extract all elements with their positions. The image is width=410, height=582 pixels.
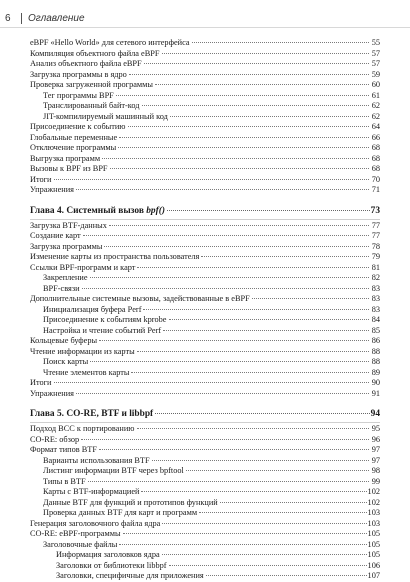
dot-leader <box>119 544 366 545</box>
toc-entry-title: Генерация заголовочного файла ядра <box>30 518 161 528</box>
toc-page-number: 68 <box>371 164 380 173</box>
toc-entry-title: Подход BCC к портированию <box>30 424 135 433</box>
toc-entry-title: CO-RE: обзор <box>30 434 80 444</box>
dot-leader <box>162 53 369 54</box>
toc-entry[interactable] <box>30 221 380 232</box>
toc-page-number: 94 <box>370 409 380 419</box>
toc-page-number: 78 <box>371 241 380 251</box>
toc-entry[interactable] <box>30 550 380 561</box>
dot-leader <box>131 372 369 373</box>
dot-leader <box>116 95 369 96</box>
running-header-title: Оглавление <box>28 13 85 24</box>
toc-chapter-title <box>30 406 154 422</box>
toc-page-number: 85 <box>371 325 380 335</box>
toc-entry[interactable] <box>30 122 380 133</box>
toc-entry[interactable] <box>30 154 380 165</box>
toc-page-number: 82 <box>371 273 380 282</box>
toc-page-number: 95 <box>371 424 380 433</box>
toc-entry-title: Анализ объектного файла eBPF <box>30 59 142 68</box>
toc-entry[interactable] <box>30 529 380 540</box>
toc-page-number: 98 <box>371 466 380 475</box>
toc-chapter-heading[interactable] <box>30 203 380 220</box>
toc-entry[interactable] <box>30 38 380 49</box>
toc-page-number: 90 <box>371 378 380 387</box>
toc-entry-title: Загрузка программы <box>30 241 103 251</box>
dot-leader <box>102 158 369 159</box>
toc-page-number: 99 <box>371 476 380 486</box>
toc-page-number: 73 <box>370 205 380 216</box>
dot-leader <box>54 382 370 383</box>
dot-leader <box>192 42 369 43</box>
toc-entry-title: Настройка и чтение событий Perf <box>43 325 162 335</box>
toc-entry-title: Загрузка BTF-данных <box>30 220 107 230</box>
toc-page-number: 71 <box>371 185 380 194</box>
toc-entry-title: Компиляция объектного файла eBPF <box>30 48 160 58</box>
toc-entry-title: Отключение программы <box>30 143 117 152</box>
toc-entry-title: Вызовы к BPF из BPF <box>30 164 108 173</box>
toc-entry[interactable] <box>30 231 380 242</box>
toc-entry[interactable] <box>30 252 380 263</box>
toc-page-number: 105 <box>367 539 380 549</box>
dot-leader <box>129 74 369 75</box>
toc-entry[interactable] <box>30 435 380 446</box>
toc-page-number: 97 <box>371 445 380 454</box>
dot-leader <box>109 225 369 226</box>
toc-entry[interactable] <box>30 466 380 477</box>
toc-page-number: 62 <box>371 101 380 110</box>
toc-entry-title: Выгрузка программ <box>30 153 101 163</box>
toc-entry-title: JIT-компилируемый машинный код <box>43 111 168 121</box>
dot-leader <box>119 137 369 138</box>
toc-page-number: 55 <box>371 38 380 47</box>
dot-leader <box>163 330 369 331</box>
toc-page-number: 60 <box>371 80 380 89</box>
toc-entry[interactable] <box>30 571 380 582</box>
toc-entry-title: Создание карт <box>30 231 81 240</box>
toc-page-number: 57 <box>371 59 380 68</box>
toc-entry[interactable] <box>30 368 380 379</box>
dot-leader <box>76 393 369 394</box>
toc-page-number: 68 <box>371 143 380 152</box>
toc-entry[interactable] <box>30 487 380 498</box>
toc-entry[interactable] <box>30 175 380 186</box>
dot-leader <box>88 481 369 482</box>
toc-entry-title: Дополнительные системные вызовы, задействованные в eBPF <box>30 294 250 303</box>
toc-entry[interactable] <box>30 315 380 326</box>
dot-leader <box>99 449 369 450</box>
toc-page-number: 81 <box>371 262 380 272</box>
dot-leader <box>162 554 367 555</box>
dot-leader <box>155 413 369 414</box>
toc-entry-title: Чтение элементов карты <box>43 367 130 377</box>
toc-page-number: 89 <box>371 367 380 377</box>
toc-entry-title: Присоединение к событиям kprobe <box>43 315 167 324</box>
dot-leader <box>82 288 369 289</box>
toc-entry[interactable] <box>30 284 380 295</box>
dot-leader <box>90 361 369 362</box>
toc-page-number: 83 <box>371 294 380 303</box>
dot-leader <box>252 298 369 299</box>
dot-leader <box>201 256 369 257</box>
dot-leader <box>90 277 369 278</box>
header-rule <box>0 27 410 28</box>
toc-page-number: 96 <box>371 434 380 444</box>
toc-page-number: 105 <box>367 550 380 559</box>
toc-entry[interactable] <box>30 49 380 60</box>
toc-entry-title: Транслированный байт-код <box>43 101 140 110</box>
toc-page-number: 103 <box>367 518 380 528</box>
toc-entry-title: BPF-связи <box>43 283 80 293</box>
toc-page-number: 102 <box>367 487 380 496</box>
chapter-title-emphasis: bpf() <box>146 205 165 216</box>
toc-entry-title: Заголовки от библиотеки libbpf <box>56 560 167 570</box>
dot-leader <box>143 309 369 310</box>
toc-entry-title: Формат типов BTF <box>30 445 97 454</box>
dot-leader <box>169 319 370 320</box>
toc-page-number: 83 <box>371 304 380 314</box>
toc-entry-title: Чтение информации из карты <box>30 346 135 356</box>
toc-entry-title: Проверка загруженной программы <box>30 80 153 89</box>
dot-leader <box>137 428 369 429</box>
toc-entry-title: eBPF «Hello World» для сетевого интерфейса <box>30 38 190 47</box>
toc-entry[interactable] <box>30 347 380 358</box>
toc-entry[interactable] <box>30 263 380 274</box>
dot-leader <box>152 460 369 461</box>
toc-chapter-title <box>30 203 166 219</box>
toc-page-number: 107 <box>367 571 380 580</box>
dot-leader <box>141 491 366 492</box>
toc-page-number: 77 <box>371 231 380 240</box>
toc-page-number: 57 <box>371 48 380 58</box>
toc-page-number: 79 <box>371 252 380 261</box>
toc-page-number: 88 <box>371 346 380 356</box>
toc-page-number: 97 <box>371 455 380 465</box>
dot-leader <box>128 126 369 127</box>
dot-leader <box>104 246 369 247</box>
toc-page-number: 64 <box>371 122 380 131</box>
toc-entry[interactable] <box>30 508 380 519</box>
toc-entry-title: Упражнения <box>30 388 74 398</box>
toc-page-number: 77 <box>371 220 380 230</box>
toc-entry[interactable] <box>30 273 380 284</box>
dot-leader <box>162 523 366 524</box>
toc-entry-title: Глобальные переменные <box>30 132 118 142</box>
toc-page-number: 86 <box>371 336 380 345</box>
dot-leader <box>118 147 369 148</box>
toc-chapter-heading[interactable] <box>30 406 380 423</box>
toc-entry[interactable] <box>30 101 380 112</box>
dot-leader <box>144 63 369 64</box>
toc-page-number: 66 <box>371 132 380 142</box>
toc-page-number: 59 <box>371 69 380 79</box>
toc-entry-title: Тег программы BPF <box>43 90 114 100</box>
toc-page-number: 61 <box>371 90 380 100</box>
toc-entry-title: Упражнения <box>30 185 74 194</box>
toc-entry-title: Закрепление <box>43 273 88 282</box>
dot-leader <box>170 116 369 117</box>
toc-entry[interactable] <box>30 91 380 102</box>
toc-entry[interactable] <box>30 378 380 389</box>
dot-leader <box>137 351 369 352</box>
toc-entry[interactable] <box>30 70 380 81</box>
toc-entry[interactable] <box>30 164 380 175</box>
toc-entry-title: Ссылки BPF-программ и карт <box>30 262 136 272</box>
dot-leader <box>199 512 366 513</box>
running-header <box>5 13 85 24</box>
table-of-contents <box>30 38 380 582</box>
dot-leader <box>142 105 369 106</box>
toc-entry[interactable] <box>30 112 380 123</box>
toc-entry[interactable] <box>30 519 380 530</box>
dot-leader <box>137 267 369 268</box>
toc-entry[interactable] <box>30 424 380 435</box>
toc-entry[interactable] <box>30 80 380 91</box>
toc-entry[interactable] <box>30 143 380 154</box>
toc-entry-title: Поиск карты <box>43 357 89 366</box>
toc-entry-title: Загрузка программы в ядро <box>30 69 127 79</box>
toc-entry-title: Заголовки, специфичные для приложения <box>56 571 204 580</box>
dot-leader <box>169 565 367 566</box>
toc-entry-title: Заголовочные файлы <box>43 539 118 549</box>
dot-leader <box>186 470 369 471</box>
dot-leader <box>76 189 369 190</box>
dot-leader <box>83 235 369 236</box>
toc-page-number: 62 <box>371 111 380 121</box>
toc-page-number: 106 <box>367 560 380 570</box>
toc-entry[interactable] <box>30 389 380 400</box>
toc-page-number: 84 <box>371 315 380 324</box>
dot-leader <box>123 533 367 534</box>
toc-entry[interactable] <box>30 305 380 316</box>
toc-entry[interactable] <box>30 59 380 70</box>
toc-entry-title: Инициализация буфера Perf <box>43 304 142 314</box>
toc-entry[interactable] <box>30 336 380 347</box>
toc-entry-title: Листинг информации BTF через bpftool <box>43 466 184 475</box>
header-divider <box>21 13 22 24</box>
toc-page-number: 91 <box>371 388 380 398</box>
toc-entry-title: Кольцевые буферы <box>30 336 98 345</box>
dot-leader <box>206 575 367 576</box>
chapter-title-text: Глава 4. Системный вызов <box>30 205 147 216</box>
toc-entry-title: Варианты использования BTF <box>43 455 150 465</box>
toc-entry-title: Проверка данных BTF для карт и программ <box>43 508 198 517</box>
dot-leader <box>81 439 369 440</box>
toc-entry-title: CO-RE: eBPF-программы <box>30 529 121 538</box>
toc-entry[interactable] <box>30 498 380 509</box>
toc-page-number: 70 <box>371 174 380 184</box>
toc-entry[interactable] <box>30 326 380 337</box>
toc-entry-title: Карты с BTF-информацией <box>43 487 140 496</box>
toc-entry[interactable] <box>30 456 380 467</box>
toc-entry[interactable] <box>30 133 380 144</box>
toc-entry-title: Изменение карты из пространства пользователя <box>30 252 200 261</box>
toc-entry[interactable] <box>30 185 380 196</box>
toc-page-number: 68 <box>371 153 380 163</box>
toc-page-number: 103 <box>367 508 380 517</box>
toc-entry-title: Данные BTF для функций и прототипов функций <box>43 497 218 507</box>
page-number: 6 <box>5 13 11 24</box>
toc-page-number: 105 <box>367 529 380 538</box>
toc-entry[interactable] <box>30 357 380 368</box>
toc-entry-title: Информация заголовков ядра <box>56 550 160 559</box>
toc-entry-title: Типы в BTF <box>43 476 86 486</box>
toc-entry[interactable] <box>30 561 380 572</box>
toc-entry[interactable] <box>30 294 380 305</box>
toc-entry-title: Итоги <box>30 174 52 184</box>
chapter-title-text: Глава 5. CO-RE, BTF и libbpf <box>30 409 154 419</box>
toc-page-number: 83 <box>371 283 380 293</box>
toc-page-number: 88 <box>371 357 380 366</box>
dot-leader <box>220 502 367 503</box>
toc-page-number: 102 <box>367 497 380 507</box>
dot-leader <box>54 179 370 180</box>
dot-leader <box>167 210 370 211</box>
dot-leader <box>99 340 369 341</box>
toc-entry[interactable] <box>30 477 380 488</box>
toc-entry-title: Итоги <box>30 378 52 387</box>
toc-entry[interactable] <box>30 242 380 253</box>
toc-entry[interactable] <box>30 445 380 456</box>
dot-leader <box>110 168 369 169</box>
toc-entry-title: Присоединение к событию <box>30 122 126 131</box>
toc-entry[interactable] <box>30 540 380 551</box>
dot-leader <box>155 84 369 85</box>
